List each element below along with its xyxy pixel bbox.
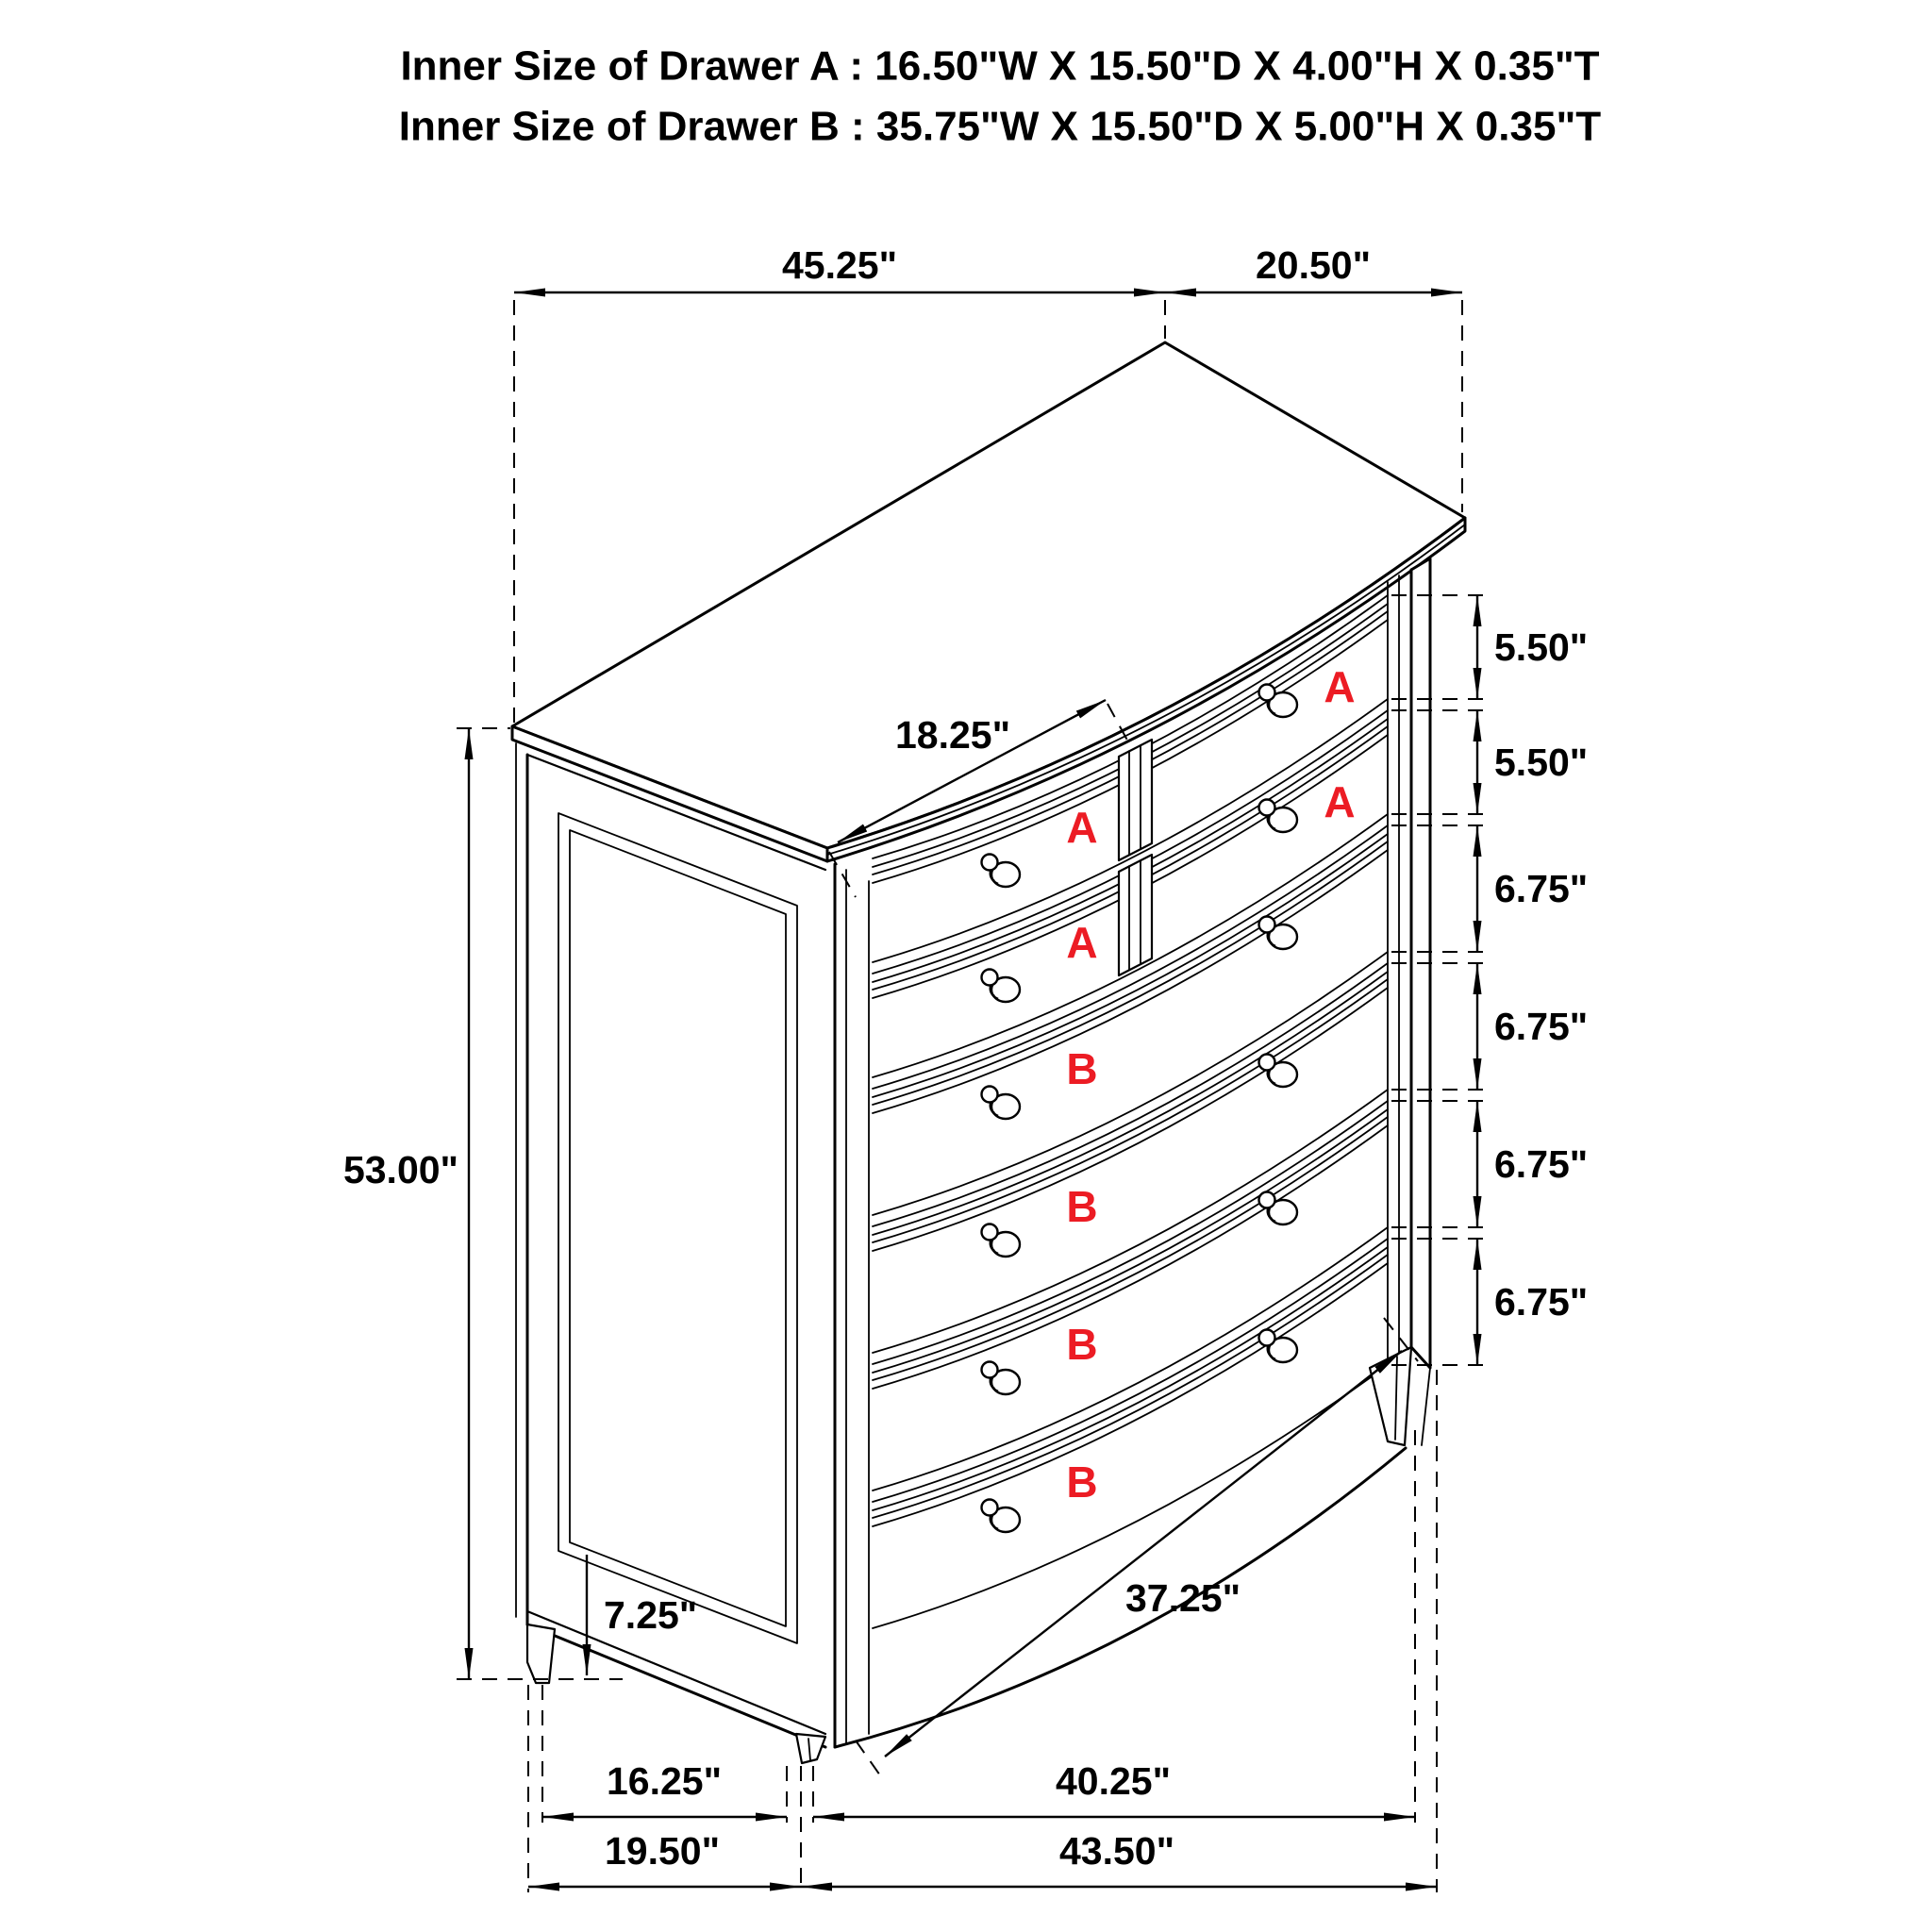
label-drawer-a-width: 18.25" bbox=[894, 713, 1011, 757]
label-drawer-height-6: 6.75" bbox=[1494, 1280, 1589, 1324]
knob-b1-right bbox=[1259, 917, 1298, 950]
label-drawer-height-1: 5.50" bbox=[1494, 625, 1589, 669]
a-drawer-divider-stiles bbox=[1119, 740, 1152, 975]
drawer-label-a-3: A bbox=[1066, 803, 1098, 852]
dim-line-drawer-b-width bbox=[885, 1351, 1402, 1757]
knob-a2-right bbox=[1259, 800, 1298, 833]
knob-b1-left bbox=[982, 1087, 1021, 1120]
label-overall-height: 53.00" bbox=[342, 1148, 458, 1191]
back-left-leg bbox=[527, 1624, 555, 1683]
drawer-label-b-1: B bbox=[1066, 1044, 1098, 1093]
knob-b3-right bbox=[1259, 1192, 1298, 1225]
dresser-drawing bbox=[512, 342, 1465, 1763]
knob-b4-right bbox=[1259, 1330, 1298, 1363]
knob-b2-left bbox=[982, 1224, 1021, 1257]
label-drawer-height-2: 5.50" bbox=[1494, 741, 1589, 784]
knob-b3-left bbox=[982, 1362, 1021, 1395]
side-panel-frame-inner bbox=[570, 830, 786, 1626]
knob-b2-right bbox=[1259, 1055, 1298, 1088]
drawer-label-b-4: B bbox=[1066, 1457, 1098, 1507]
label-leg-height: 7.25" bbox=[604, 1593, 698, 1637]
label-base-outer-right: 43.50" bbox=[1058, 1829, 1175, 1873]
label-top-width: 45.25" bbox=[781, 243, 898, 287]
label-drawer-b-width: 37.25" bbox=[1124, 1576, 1241, 1620]
title-drawer-b-size: Inner Size of Drawer B : 35.75"W X 15.50"D X 5.00"H X 0.35"T bbox=[398, 103, 1602, 150]
drawer-label-a-4: A bbox=[1066, 918, 1098, 967]
front-right-leg bbox=[1370, 1347, 1411, 1445]
drawer-height-extension-dashes bbox=[1391, 595, 1489, 1365]
front-bottom-edge bbox=[835, 1448, 1406, 1747]
knob-a2-left bbox=[982, 970, 1021, 1003]
knob-a1-left bbox=[982, 855, 1021, 888]
dresser-top bbox=[512, 342, 1465, 861]
label-base-outer-left: 19.50" bbox=[604, 1829, 721, 1873]
label-base-inner-left: 16.25" bbox=[606, 1759, 723, 1803]
label-drawer-height-3: 6.75" bbox=[1494, 867, 1589, 910]
label-top-depth: 20.50" bbox=[1255, 243, 1372, 287]
side-panel-frame-outer bbox=[558, 813, 797, 1643]
title-drawer-a-size: Inner Size of Drawer A : 16.50"W X 15.50"D X 4.00"H X 0.35"T bbox=[400, 42, 1600, 90]
drawer-label-b-2: B bbox=[1066, 1182, 1098, 1231]
knob-b4-left bbox=[982, 1500, 1021, 1533]
knob-a1-right bbox=[1259, 685, 1298, 718]
drawer-label-a-2: A bbox=[1324, 777, 1356, 826]
label-drawer-height-4: 6.75" bbox=[1494, 1005, 1589, 1048]
label-drawer-height-5: 6.75" bbox=[1494, 1142, 1589, 1186]
drawer-label-b-3: B bbox=[1066, 1320, 1098, 1369]
drawer-label-a-1: A bbox=[1324, 662, 1356, 711]
label-base-inner-right: 40.25" bbox=[1055, 1759, 1172, 1803]
